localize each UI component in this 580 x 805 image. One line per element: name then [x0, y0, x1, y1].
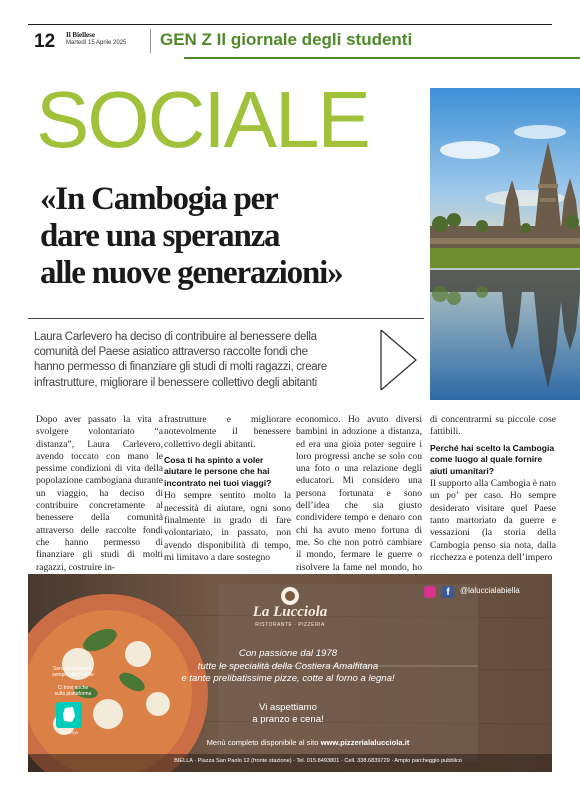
page-number: 12	[34, 31, 56, 52]
deliveroo-logo-icon[interactable]	[56, 702, 82, 728]
body-paragraph: Ho sempre sentito molto la necessità di aiutare, ogni sono finalmente in grado di fare volontariato, in passato, non avendo disponibilità di tempo, mi limitavo a dare sostegno	[164, 490, 291, 563]
instagram-icon[interactable]	[424, 586, 436, 598]
body-column-2	[164, 414, 291, 564]
body-paragraph: Il supporto alla Cambogia è nato un po’ per caso. Ho sempre desiderato visitare quel Paese tanto martoriato da guerre e vessazioni (la storia della Cambogia penso sia nota, dalla ricchezza e potenza dell’impero	[430, 478, 556, 563]
ad-headline-line: e tante prelibatissime pizze, cotte al forno a legna!	[181, 673, 395, 685]
restaurant-logo-name: La Lucciola	[252, 604, 328, 620]
restaurant-advertisement	[28, 574, 552, 772]
interview-question: Perché hai scelto la Cambogia come luogo al quale fornire aiuti umanitari?	[430, 442, 555, 476]
ad-headline-line: tutte le specialità della Costiera Amalfitana	[197, 660, 379, 672]
section-title: GEN Z Il giornale degli studenti	[160, 30, 413, 49]
body-column-1	[36, 414, 163, 574]
lead-line: Laura Carlevero ha deciso di contribuire al benessere della	[34, 331, 317, 343]
publication-name: Il Biellese	[66, 31, 95, 39]
chevron-right-icon	[378, 328, 420, 397]
body-paragraph: Dopo aver passato la vita a svolgere volontariato “a distanza”, Laura Carlevero, avendo toccato con mano le pessime condizioni di vita della popolazione cambogiana durante un viaggio, ha deciso di contribuire concretamente al benessere della comunità attraverso delle raccolte fondi che hanno permesso di finanziare gli studi di molti ragazzi, costruire in-	[36, 414, 163, 573]
article-kicker: SOCIALE	[36, 75, 369, 164]
headline-line: alle nuove generazioni»	[40, 255, 343, 291]
lead-line: infrastrutture, migliorare il benessere collettivo degli abitanti	[34, 376, 317, 389]
delivery-line: Servizio d’asporto	[53, 666, 93, 672]
page-header	[28, 24, 552, 60]
issue-date: Martedì 15 Aprile 2025	[66, 40, 127, 46]
delivery-brand: deliveroo	[59, 730, 79, 735]
ad-menu-line	[178, 738, 438, 747]
headline-line: «In Cambogia per	[40, 181, 278, 217]
body-column-3	[296, 414, 422, 586]
body-paragraph: economico. Ho avuto diversi bambini in adozione a distanza, ed era una gioia poter seguire i loro progressi anche se solo con una foto o una relazione degli educatori. Mi considero una persona fortunata e sono dell’idea che sia giusto condividere tempo e denaro con chi ha avuto meno fortuna di me. So che non potrò cambiare il mondo, fermare le guerre o risolvere la fame nel mondo, ho	[296, 414, 422, 573]
article-headline	[40, 181, 430, 292]
delivery-line: sulla piattaforma	[54, 691, 92, 698]
delivery-box	[42, 666, 104, 740]
restaurant-logo-subtitle: RISTORANTE · PIZZERIA	[255, 622, 325, 628]
ad-invite-line: a pranzo e cena!	[252, 714, 324, 725]
social-handle: @laluccialabiella	[460, 586, 520, 595]
ad-invite-line: Vi aspettiamo	[259, 702, 317, 713]
facebook-icon[interactable]: f	[442, 586, 454, 598]
body-paragraph: di concentrarmi su piccole cose fattibili.	[430, 414, 556, 438]
lead-line: hanno permesso di finanziare gli studi di molti ragazzi, creare	[34, 361, 328, 374]
delivery-line: sempre disponibile	[52, 672, 94, 679]
ad-address: BIELLA · Piazza San Paolo 12 (fronte stazione) · Tel. 015.8493801 · Cell. 338.6839729 · Ampio parcheggio pubblico	[174, 758, 462, 764]
ad-menu-url[interactable]: www.pizzerialalucciola.it	[320, 738, 410, 747]
ad-invite	[208, 702, 368, 726]
lead-line: comunità del Paese asiatico attraverso raccolte fondi che	[34, 346, 308, 359]
ad-menu-text: Menù completo disponibile al sito	[206, 738, 319, 747]
article-lead	[34, 330, 370, 391]
interview-question: Cosa ti ha spinto a voler aiutare le persone che hai incontrato nei tuoi viaggi?	[164, 454, 272, 488]
body-paragraph: frastrutture e migliorare notevolmente il benessere collettivo degli abitanti.	[164, 414, 291, 450]
delivery-text	[42, 666, 104, 698]
angkor-temple-photo	[430, 88, 580, 400]
header-divider	[150, 29, 151, 53]
body-column-4	[430, 414, 556, 564]
headline-rule	[28, 318, 424, 319]
header-underline	[184, 57, 580, 59]
headline-line: dare una speranza	[40, 218, 280, 254]
ad-headline-line: Con passione dal 1978	[238, 648, 338, 659]
ad-headline	[138, 648, 438, 686]
delivery-line: Ci trovi anche	[57, 684, 89, 691]
